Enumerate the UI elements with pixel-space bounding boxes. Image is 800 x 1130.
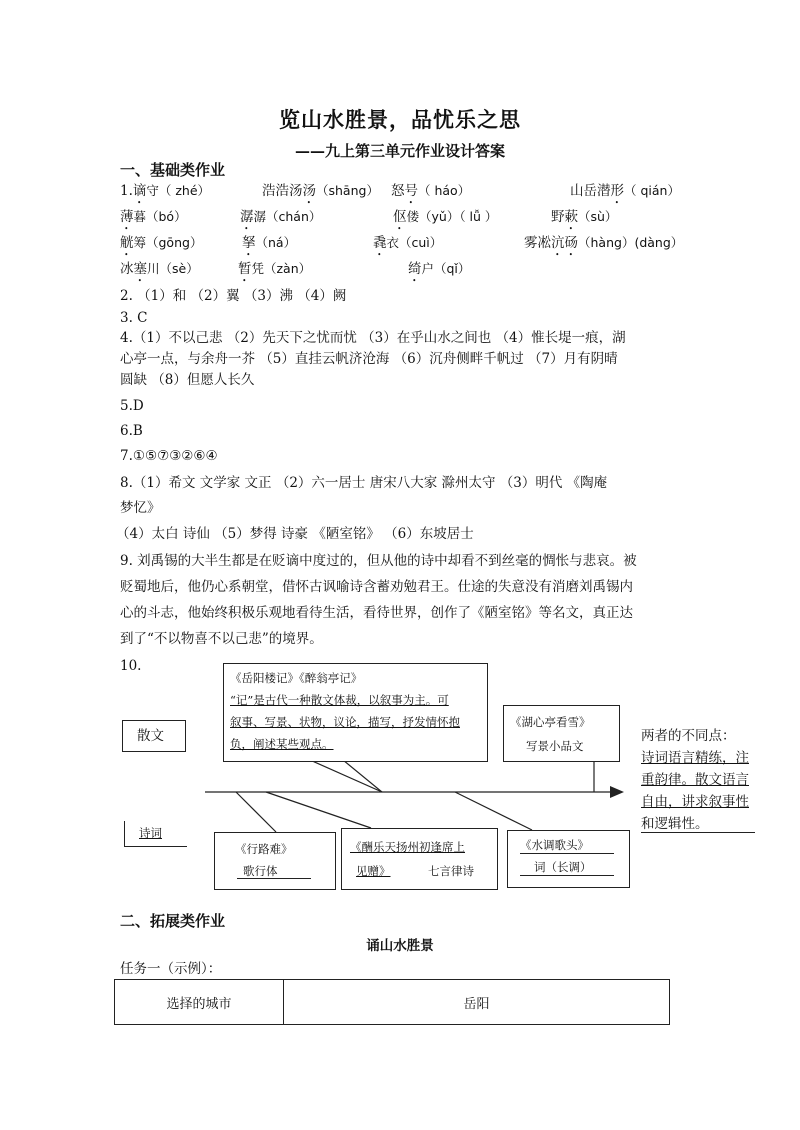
q3-answer: 3. C <box>120 310 148 326</box>
q4-answer-line: 4.（1）不以己悲 （2）先天下之忧而忧 （3）在乎山水之间也 （4）惟长堤一痕，湖 <box>120 330 626 346</box>
page-title: 览山水胜景，品忧乐之思 <box>279 107 521 132</box>
box-shuidiaogetou-title: 《水调歌头》 <box>520 838 589 852</box>
city-table <box>114 979 670 1025</box>
box-chouletian-title: 《酬乐天扬州初逢席上 <box>350 840 465 854</box>
q1-item: 薄暮（bó） <box>120 209 187 225</box>
box-xinglunan-genre: 歌行体 <box>243 864 278 878</box>
q9-answer-line: 9. 刘禹锡的大半生都是在贬谪中度过的，但从他的诗中却看不到丝毫的惆怅与悲哀。被 <box>120 553 637 569</box>
label-poetry-text: 诗词 <box>139 826 162 840</box>
q6-answer: 6.B <box>120 423 143 439</box>
q10-number: 10. <box>120 658 142 674</box>
table-cell-value: 岳阳 <box>284 980 670 1025</box>
q4-answer-line: 心亭一点，与余舟一芥 （5）直挂云帆济沧海 （6）沉舟侧畔千帆过 （7）月有阴晴 <box>120 351 618 367</box>
q1-item: 野蔌（sù） <box>551 209 618 225</box>
label-poetry <box>124 821 187 847</box>
q1-item: 怒号（ háo） <box>391 183 471 199</box>
task1-label: 任务一（示例）： <box>120 961 222 977</box>
q1-item: 毳衣（cuì） <box>373 235 443 251</box>
box-ji-genre-line: 叙事、写景、状物，议论，描写，抒发情怀抱 <box>230 715 460 729</box>
box-chouletian-title2: 见赠》 <box>356 864 391 878</box>
q1-item: 浩浩汤汤（shāng） <box>262 183 379 199</box>
q9-answer-line: 贬蜀地后，他仍心系朝堂，借怀古讽喻诗含蓄劝勉君王。仕途的失意没有消磨刘禹锡内 <box>120 579 633 595</box>
q1-item: 伛偻（yǔ）（ lǚ ） <box>393 209 498 225</box>
q8-answer-line: 梦忆》 <box>120 500 161 516</box>
page-subtitle: ——九上第三单元作业设计答案 <box>294 142 505 160</box>
box-shuidiaogetou-genre: 词（长调） <box>534 860 592 874</box>
box-shuidiaogetou-underline <box>520 853 614 854</box>
box-huxinting-title: 《湖心亭看雪》 <box>510 715 591 729</box>
differences-underline <box>641 832 755 833</box>
q7-answer: 7.①⑤⑦③②⑥④ <box>120 448 218 464</box>
section-basic-heading: 一、基础类作业 <box>120 161 226 179</box>
box-xinglunan <box>214 832 336 890</box>
box-ji-genre <box>223 663 488 762</box>
box-chouletian-genre: 七言律诗 <box>428 864 474 878</box>
q1-item: 觥筹（gōng） <box>120 235 203 251</box>
q1-item: 山岳潜形（ qián） <box>570 183 680 199</box>
q1-item: 1.谪守（ zhé） <box>120 183 211 199</box>
box-shuidiaogetou-underline2 <box>520 875 614 876</box>
table-cell-label: 选择的城市 <box>115 980 284 1025</box>
box-ji-genre-line: 负，阐述某些观点。 <box>230 737 334 751</box>
box-huxinting-genre: 写景小品文 <box>526 739 584 753</box>
box-chouletian <box>341 828 498 890</box>
differences-line: 和逻辑性。 <box>641 816 709 832</box>
q8-answer-line: （4）太白 诗仙 （5）梦得 诗豪 《陋室铭》 （6）东坡居士 <box>116 526 474 542</box>
section-extended-heading: 二、拓展类作业 <box>120 912 226 930</box>
table-row <box>115 980 670 1025</box>
q1-item: 暂凭（zàn） <box>238 261 312 277</box>
q2-answer: 2. （1）和 （2）翼 （3）沸 （4）阙 <box>120 288 347 304</box>
q1-item: 潺潺（chán） <box>240 209 322 225</box>
differences-line: 重韵律。散文语言 <box>641 772 749 788</box>
box-shuidiaogetou <box>507 830 630 888</box>
q9-answer-line: 到了“不以物喜不以己悲”的境界。 <box>120 631 323 647</box>
q8-answer-line: 8.（1）希文 文学家 文正 （2）六一居士 唐宋八大家 滁州太守 （3）明代 《陶庵 <box>120 475 608 491</box>
box-xinglunan-underline <box>237 878 311 879</box>
q1-item: 雾凇沆砀（hàng）(dàng） <box>524 235 684 251</box>
box-ji-genre-title: 《岳阳楼记》《醉翁亭记》 <box>230 671 363 685</box>
q1-item: 绮户（qǐ） <box>408 261 471 277</box>
q1-item: 冰塞川（sè） <box>120 261 199 277</box>
differences-line: 诗词语言精练，注 <box>641 750 749 766</box>
q1-item: 拏（ná） <box>242 235 297 251</box>
q4-answer-line: 圆缺 （8）但愿人长久 <box>120 372 255 388</box>
label-prose <box>122 720 186 752</box>
label-prose-text: 散文 <box>137 728 164 744</box>
section-extended-subtitle: 诵山水胜景 <box>366 938 434 954</box>
q5-answer: 5.D <box>120 398 144 414</box>
box-ji-genre-line: “记”是古代一种散文体裁，以叙事为主。可 <box>230 693 449 707</box>
box-huxinting <box>503 705 620 762</box>
q9-answer-line: 心的斗志，他始终积极乐观地看待生活，看待世界，创作了《陋室铭》等名文，真正达 <box>120 605 633 621</box>
differences-heading: 两者的不同点： <box>641 728 736 744</box>
box-xinglunan-title: 《行路难》 <box>235 842 293 856</box>
differences-line: 自由，讲求叙事性 <box>641 794 749 810</box>
